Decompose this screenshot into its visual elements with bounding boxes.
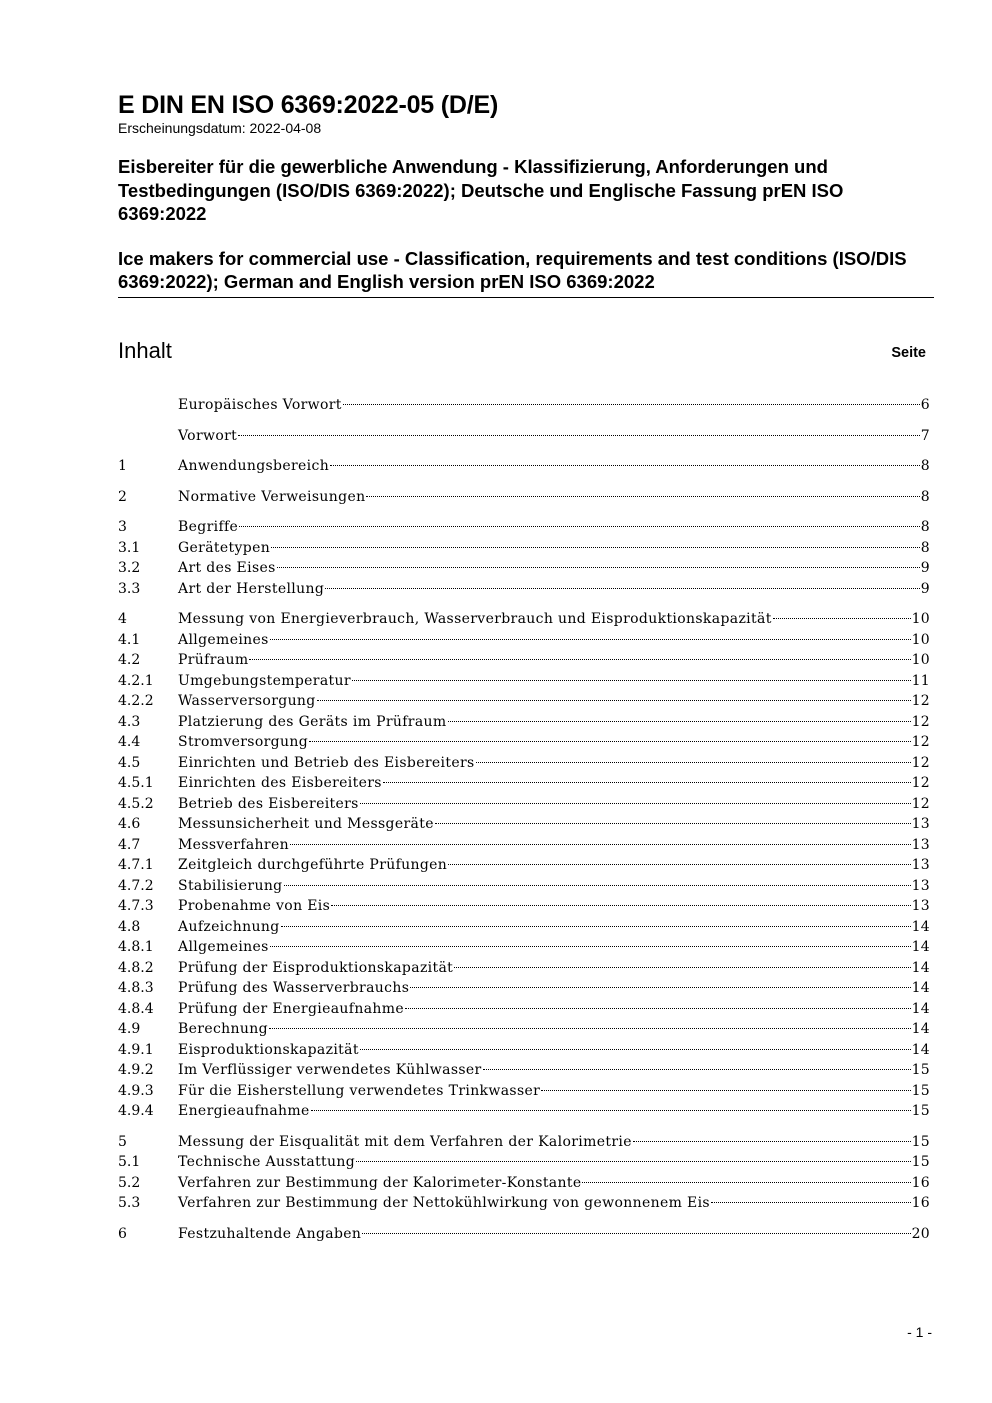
- toc-entry-title[interactable]: Energieaufnahme: [178, 1103, 310, 1119]
- toc-entry-number: 1: [118, 458, 127, 474]
- toc-entry-number: 3.2: [118, 560, 141, 576]
- toc-entry-page: 12: [911, 734, 930, 750]
- toc-entry[interactable]: [118, 456, 930, 477]
- toc-entry-number: 4.5.2: [118, 795, 154, 812]
- toc-entry-number: 5: [118, 1133, 127, 1150]
- toc-dot-leader: [582, 1182, 910, 1183]
- toc-dot-leader: [448, 864, 910, 865]
- toc-dot-leader: [317, 700, 911, 701]
- document-id: E DIN EN ISO 6369:2022-05 (D/E): [118, 91, 499, 119]
- toc-dot-leader: [238, 435, 920, 436]
- header-divider: [118, 297, 934, 298]
- toc-entry-title[interactable]: Platzierung des Geräts im Prüfraum: [178, 713, 447, 730]
- toc-entry-title[interactable]: Vorwort: [178, 427, 238, 444]
- toc-entry-page: 15: [911, 1133, 930, 1150]
- toc-entry-number: 4.7.3: [118, 898, 154, 914]
- toc-entry-title[interactable]: Für die Eisherstellung verwendetes Trinkwasser: [178, 1082, 541, 1099]
- toc-entry-number: 4.3: [118, 713, 141, 730]
- toc-entry-page: 12: [911, 754, 930, 771]
- toc-entry-page: 8: [920, 488, 930, 505]
- toc-entry-number: 4.9.4: [118, 1103, 154, 1119]
- toc-entry[interactable]: [118, 1040, 930, 1061]
- toc-entry-number: 4.9.2: [118, 1062, 154, 1078]
- toc-entry[interactable]: [118, 650, 930, 671]
- toc-dot-leader: [435, 823, 911, 824]
- toc-entry[interactable]: [118, 937, 930, 958]
- toc-entry-page: 15: [911, 1154, 930, 1170]
- toc-entry-number: 4.2.2: [118, 693, 154, 709]
- toc-dot-leader: [271, 547, 920, 548]
- toc-entry-number: 4.8: [118, 918, 141, 935]
- toc-entry[interactable]: [118, 487, 930, 508]
- toc-dot-leader: [343, 404, 920, 405]
- toc-entry-page: 14: [911, 1021, 930, 1037]
- toc-entry-number: 4.2.1: [118, 672, 154, 689]
- toc-entry[interactable]: [118, 896, 930, 917]
- toc-entry[interactable]: [118, 814, 930, 835]
- toc-entry-title[interactable]: Verfahren zur Bestimmung der Nettokühlwirkung von gewonnenem Eis: [178, 1195, 710, 1211]
- toc-entry-title[interactable]: Begriffe: [178, 519, 239, 535]
- toc-entry-title[interactable]: Einrichten des Eisbereiters: [178, 775, 382, 791]
- toc-entry[interactable]: [118, 999, 930, 1020]
- toc-entry-page: 8: [920, 519, 930, 535]
- toc-entry-number: 4: [118, 611, 127, 627]
- toc-entry-title[interactable]: Prüfraum: [178, 652, 249, 668]
- toc-dot-leader: [270, 639, 911, 640]
- toc-entry[interactable]: [118, 579, 930, 600]
- toc-dot-leader: [362, 1233, 910, 1234]
- toc-entry[interactable]: [118, 1193, 930, 1214]
- toc-entry-title[interactable]: Im Verflüssiger verwendetes Kühlwasser: [178, 1062, 482, 1078]
- toc-entry-page: 12: [911, 795, 930, 812]
- toc-dot-leader: [383, 782, 911, 783]
- toc-entry[interactable]: [118, 630, 930, 651]
- toc-dot-leader: [356, 1161, 910, 1162]
- toc-dot-leader: [405, 1008, 911, 1009]
- toc-entry-title[interactable]: Einrichten und Betrieb des Eisbereiters: [178, 754, 475, 771]
- toc-entry-number: 4.6: [118, 816, 141, 832]
- toc-entry[interactable]: [118, 1224, 930, 1245]
- toc-entry-page: 8: [920, 458, 930, 474]
- toc-entry[interactable]: [118, 558, 930, 579]
- toc-entry-page: 8: [920, 539, 930, 556]
- table-of-contents: [118, 395, 930, 1244]
- toc-entry-title[interactable]: Prüfung der Energieaufnahme: [178, 1000, 405, 1017]
- toc-entry-page: 6: [920, 397, 930, 413]
- toc-entry-number: 4.1: [118, 631, 141, 648]
- toc-entry-title[interactable]: Berechnung: [178, 1021, 268, 1037]
- toc-entry-page: 11: [911, 672, 930, 689]
- toc-entry-number: 4.4: [118, 734, 141, 750]
- toc-dot-leader: [284, 885, 911, 886]
- toc-entry[interactable]: [118, 855, 930, 876]
- toc-entry[interactable]: [118, 609, 930, 630]
- toc-entry[interactable]: [118, 1152, 930, 1173]
- toc-dot-leader: [360, 1049, 911, 1050]
- toc-entry-page: 13: [911, 836, 930, 853]
- toc-entry-number: 4.9.3: [118, 1082, 154, 1099]
- toc-entry-title[interactable]: Gerätetypen: [178, 539, 271, 556]
- toc-entry-number: 4.8.1: [118, 939, 154, 955]
- toc-entry-page: 9: [920, 560, 930, 576]
- toc-entry-title[interactable]: Messung von Energieverbrauch, Wasserverbrauch und Eisproduktionskapazität: [178, 611, 772, 627]
- toc-dot-leader: [476, 762, 911, 763]
- toc-entry-page: 15: [911, 1062, 930, 1078]
- toc-entry-title[interactable]: Messunsicherheit und Messgeräte: [178, 816, 434, 832]
- toc-dot-leader: [269, 1028, 911, 1029]
- toc-entry-title[interactable]: Verfahren zur Bestimmung der Kalorimeter-Konstante: [178, 1174, 582, 1191]
- toc-entry-title[interactable]: Allgemeines: [178, 631, 269, 648]
- toc-entry-number: 4.8.4: [118, 1000, 154, 1017]
- toc-dot-leader: [711, 1202, 911, 1203]
- toc-entry[interactable]: [118, 732, 930, 753]
- toc-entry-title[interactable]: Probenahme von Eis: [178, 898, 331, 914]
- toc-entry[interactable]: [118, 917, 930, 938]
- toc-entry[interactable]: [118, 978, 930, 999]
- page-number: - 1 -: [907, 1324, 932, 1340]
- toc-entry-page: 16: [911, 1174, 930, 1191]
- toc-dot-leader: [239, 526, 920, 527]
- toc-entry-title[interactable]: Normative Verweisungen: [178, 488, 366, 505]
- toc-entry-title[interactable]: Eisproduktionskapazität: [178, 1041, 359, 1058]
- title-english: Ice makers for commercial use - Classification, requirements and test conditions (ISO/DIS 6369:2022); German and English version prEN ISO 6369:2022: [118, 247, 907, 292]
- toc-entry-page: 10: [911, 652, 930, 668]
- toc-entry-number: 4.7.1: [118, 857, 154, 873]
- toc-entry-number: 3.1: [118, 539, 141, 556]
- toc-entry-page: 12: [911, 693, 930, 709]
- toc-dot-leader: [330, 465, 920, 466]
- toc-entry-title[interactable]: Festzuhaltende Angaben: [178, 1225, 362, 1242]
- toc-entry[interactable]: [118, 1019, 930, 1040]
- toc-entry-title[interactable]: Umgebungstemperatur: [178, 672, 351, 689]
- toc-dot-leader: [325, 588, 920, 589]
- toc-entry-title[interactable]: Stromversorgung: [178, 734, 309, 750]
- toc-entry[interactable]: [118, 538, 930, 559]
- toc-entry-page: 13: [911, 898, 930, 914]
- toc-dot-leader: [541, 1090, 910, 1091]
- toc-entry[interactable]: [118, 395, 930, 416]
- toc-entry-page: 14: [911, 1041, 930, 1058]
- toc-entry-page: 15: [911, 1103, 930, 1119]
- document-header: [118, 90, 934, 294]
- toc-entry-title[interactable]: Art der Herstellung: [178, 580, 325, 597]
- toc-dot-leader: [311, 1110, 911, 1111]
- toc-entry-title[interactable]: Stabilisierung: [178, 877, 283, 894]
- toc-entry[interactable]: [118, 1060, 930, 1081]
- toc-entry-title[interactable]: Zeitgleich durchgeführte Prüfungen: [178, 857, 448, 873]
- toc-dot-leader: [410, 987, 910, 988]
- toc-entry[interactable]: [118, 426, 930, 447]
- toc-entry[interactable]: [118, 712, 930, 733]
- toc-entry-page: 14: [911, 1000, 930, 1017]
- toc-entry-page: 14: [911, 980, 930, 996]
- toc-dot-leader: [290, 844, 911, 845]
- toc-entry-page: 13: [911, 877, 930, 894]
- toc-entry-number: 4.8.2: [118, 959, 154, 976]
- toc-entry-title[interactable]: Prüfung der Eisproduktionskapazität: [178, 959, 454, 976]
- toc-page-column-label: Seite: [891, 345, 926, 361]
- toc-entry-number: 3.3: [118, 580, 141, 597]
- toc-entry-number: 4.9: [118, 1021, 141, 1037]
- toc-entry-title[interactable]: Messung der Eisqualität mit dem Verfahren der Kalorimetrie: [178, 1133, 632, 1150]
- toc-entry-title[interactable]: Messverfahren: [178, 836, 289, 853]
- toc-entry[interactable]: [118, 1132, 930, 1153]
- toc-dot-leader: [277, 567, 920, 568]
- toc-entry-title[interactable]: Technische Ausstattung: [178, 1154, 356, 1170]
- toc-entry-page: 9: [920, 580, 930, 597]
- toc-entry-number: 4.2: [118, 652, 141, 668]
- toc-entry[interactable]: [118, 876, 930, 897]
- toc-entry[interactable]: [118, 1081, 930, 1102]
- toc-entry-title[interactable]: Allgemeines: [178, 939, 269, 955]
- toc-entry[interactable]: [118, 671, 930, 692]
- toc-entry-page: 7: [920, 427, 930, 444]
- toc-entry-page: 14: [911, 959, 930, 976]
- toc-dot-leader: [483, 1069, 911, 1070]
- toc-entry[interactable]: [118, 794, 930, 815]
- toc-entry-page: 13: [911, 857, 930, 873]
- toc-entry-page: 10: [911, 631, 930, 648]
- toc-dot-leader: [454, 967, 910, 968]
- toc-entry-title[interactable]: Wasserversorgung: [178, 693, 316, 709]
- toc-entry-title[interactable]: Prüfung des Wasserverbrauchs: [178, 980, 410, 996]
- toc-entry-page: 15: [911, 1082, 930, 1099]
- toc-dot-leader: [270, 946, 911, 947]
- toc-entry-number: 5.2: [118, 1174, 141, 1191]
- toc-entry[interactable]: [118, 835, 930, 856]
- toc-entry-page: 12: [911, 775, 930, 791]
- toc-entry-page: 13: [911, 816, 930, 832]
- toc-entry-number: 3: [118, 519, 127, 535]
- toc-entry-title[interactable]: Europäisches Vorwort: [178, 397, 342, 413]
- toc-entry-number: 2: [118, 488, 127, 505]
- toc-entry-number: 4.5: [118, 754, 141, 771]
- toc-entry[interactable]: [118, 958, 930, 979]
- toc-dot-leader: [249, 659, 910, 660]
- toc-entry-page: 20: [911, 1225, 930, 1242]
- toc-dot-leader: [366, 496, 919, 497]
- toc-entry-number: 4.7.2: [118, 877, 154, 894]
- toc-entry[interactable]: [118, 691, 930, 712]
- toc-heading: Inhalt: [118, 338, 172, 363]
- toc-entry-page: 14: [911, 918, 930, 935]
- toc-entry[interactable]: [118, 1101, 930, 1122]
- toc-entry-number: 6: [118, 1225, 127, 1242]
- toc-entry-page: 14: [911, 939, 930, 955]
- toc-entry-number: 4.9.1: [118, 1041, 154, 1058]
- toc-entry[interactable]: [118, 773, 930, 794]
- toc-dot-leader: [360, 803, 911, 804]
- title-german: Eisbereiter für die gewerbliche Anwendung - Klassifizierung, Anforderungen und Testbedingungen (ISO/DIS 6369:2022); Deutsche und Englische Fassung prEN ISO 6369:2022: [118, 156, 844, 224]
- toc-dot-leader: [448, 721, 911, 722]
- toc-entry-title[interactable]: Betrieb des Eisbereiters: [178, 795, 359, 812]
- toc-entry-number: 4.8.3: [118, 980, 154, 996]
- toc-entry[interactable]: [118, 1173, 930, 1194]
- toc-entry-number: 5.3: [118, 1195, 141, 1211]
- toc-entry-title[interactable]: Anwendungsbereich: [178, 458, 330, 474]
- toc-dot-leader: [281, 926, 911, 927]
- toc-entry-page: 12: [911, 713, 930, 730]
- publication-date: Erscheinungsdatum: 2022-04-08: [118, 120, 322, 136]
- toc-dot-leader: [773, 618, 911, 619]
- toc-entry-page: 16: [911, 1195, 930, 1211]
- toc-entry[interactable]: [118, 753, 930, 774]
- toc-entry-title[interactable]: Art des Eises: [178, 560, 276, 576]
- toc-entry-number: 4.7: [118, 836, 141, 853]
- toc-dot-leader: [352, 680, 911, 681]
- toc-entry-number: 5.1: [118, 1154, 141, 1170]
- toc-dot-leader: [633, 1141, 911, 1142]
- toc-dot-leader: [331, 905, 910, 906]
- toc-entry-title[interactable]: Aufzeichnung: [178, 918, 280, 935]
- toc-dot-leader: [309, 741, 911, 742]
- toc-entry-page: 10: [911, 611, 930, 627]
- toc-entry[interactable]: [118, 517, 930, 538]
- toc-entry-number: 4.5.1: [118, 775, 154, 791]
